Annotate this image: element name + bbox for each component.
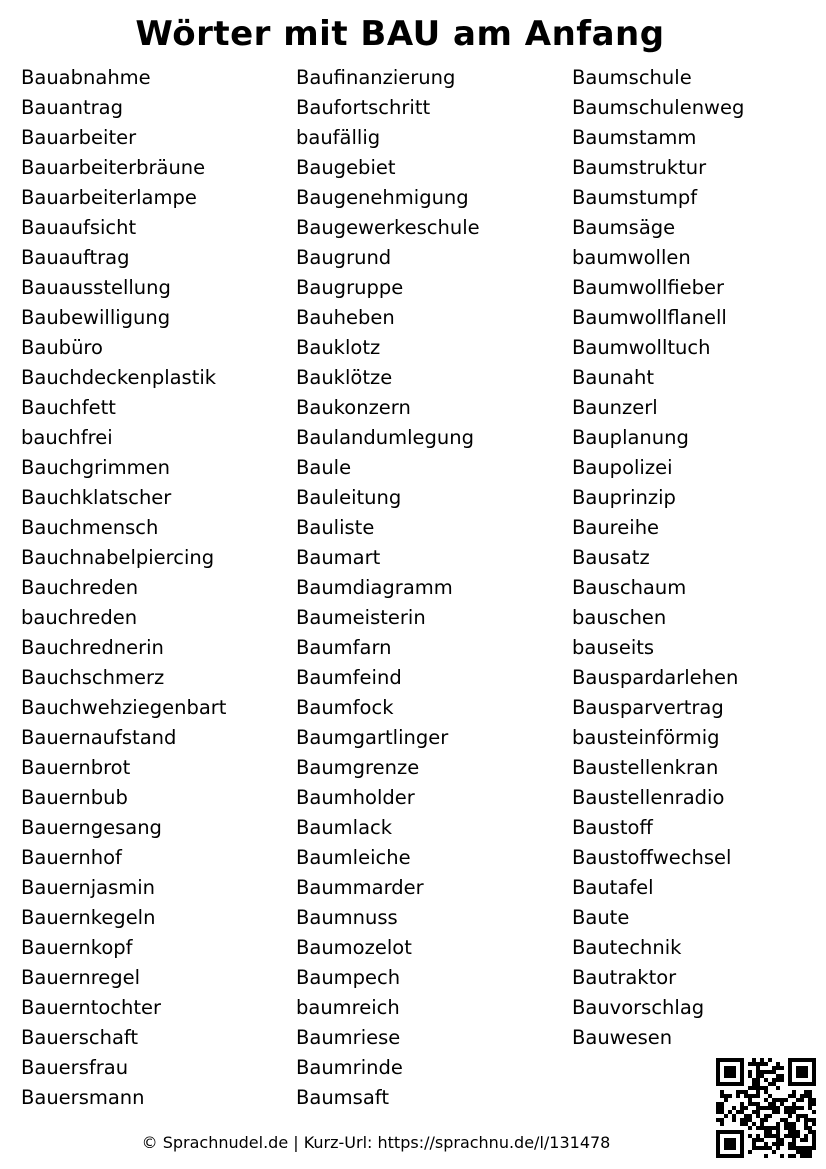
word-list-item: Bausatz (572, 546, 650, 569)
word-list-item: Bauernbub (21, 786, 128, 809)
word-list-item: Baummarder (296, 876, 424, 899)
word-column-2 (296, 63, 480, 1113)
word-list-item: Bauchwehziegenbart (21, 696, 227, 719)
footer-credit: © Sprachnudel.de | Kurz-Url: https://sprachnu.de/l/131478 (141, 1133, 611, 1152)
word-list-item: Baugrund (296, 246, 392, 269)
word-list-item: Baureihe (572, 516, 660, 539)
word-list-item: Baugruppe (296, 276, 404, 299)
word-list-item: Bauernkegeln (21, 906, 156, 929)
word-list-item: Baukonzern (296, 396, 411, 419)
word-list-item: Bauchschmerz (21, 666, 165, 689)
word-list-item: Bauchreden (21, 576, 139, 599)
word-list-item: Bauplanung (572, 426, 689, 449)
word-list-item: Baubewilligung (21, 306, 171, 329)
word-list-item: Bauernkopf (21, 936, 133, 959)
word-list-item: baufällig (296, 126, 381, 149)
word-list-item: Baustoff (572, 816, 653, 839)
word-list-item: Bauantrag (21, 96, 123, 119)
word-list-item: Baumgrenze (296, 756, 420, 779)
word-list-item: Baufortschritt (296, 96, 431, 119)
word-list-item: Baumstruktur (572, 156, 707, 179)
word-list-item: Baumlack (296, 816, 393, 839)
word-list-item: Baugewerkeschule (296, 216, 480, 239)
word-list-item: Bauheben (296, 306, 395, 329)
word-list-item: Baulandumlegung (296, 426, 475, 449)
word-list-item: Baumsaft (296, 1086, 389, 1109)
word-list-item: Baumart (296, 546, 381, 569)
word-list-item: Baunzerl (572, 396, 658, 419)
word-list-item: Baumeisterin (296, 606, 426, 629)
word-list-item: Bauchmensch (21, 516, 159, 539)
word-list-item: baumreich (296, 996, 400, 1019)
word-list-item: Bauernaufstand (21, 726, 177, 749)
word-list-item: Baustellenkran (572, 756, 719, 779)
word-list-item: Baumstamm (572, 126, 697, 149)
word-list-item: Bautechnik (572, 936, 682, 959)
word-list-item: Baumschule (572, 66, 692, 89)
word-list-item: Bauchdeckenplastik (21, 366, 217, 389)
word-list-item: Baumfock (296, 696, 394, 719)
page-title: Wörter mit BAU am Anfang (135, 14, 665, 54)
word-list-item: Bauausstellung (21, 276, 171, 299)
word-list-item: Bauspardarlehen (572, 666, 739, 689)
word-list-item: Bauklötze (296, 366, 393, 389)
word-list-item: Baumfarn (296, 636, 392, 659)
word-list-item: Baustoffwechsel (572, 846, 732, 869)
word-list-item: Baumfeind (296, 666, 402, 689)
word-list-item: bausteinförmig (572, 726, 720, 749)
word-list-item: Baule (296, 456, 352, 479)
word-list-item: Bauernhof (21, 846, 122, 869)
word-list-item: Bauerngesang (21, 816, 162, 839)
word-list-item: Bauersmann (21, 1086, 145, 1109)
word-list-item: Bauchfett (21, 396, 116, 419)
word-list-item: Baumrinde (296, 1056, 403, 1079)
word-list-item: Bauklotz (296, 336, 381, 359)
word-list-item: Baumozelot (296, 936, 412, 959)
word-list-item: Bauarbeiterbräune (21, 156, 206, 179)
word-list-item: Baumstumpf (572, 186, 698, 209)
word-column-1 (21, 63, 226, 1113)
word-list-item: Bauchrednerin (21, 636, 164, 659)
word-list-item: Bauersfrau (21, 1056, 129, 1079)
word-list-item: Baumgartlinger (296, 726, 449, 749)
word-list-item: Baufinanzierung (296, 66, 456, 89)
word-list-item: Bauchnabelpiercing (21, 546, 215, 569)
word-list-item: Bauschaum (572, 576, 687, 599)
word-list-item: Bautafel (572, 876, 654, 899)
word-list-item: Bauerntochter (21, 996, 162, 1019)
word-list-item: Bauabnahme (21, 66, 151, 89)
word-list-item: Bauchgrimmen (21, 456, 170, 479)
word-list-item: Bauarbeiterlampe (21, 186, 197, 209)
word-list-item: Baumsäge (572, 216, 676, 239)
word-list-item: Bauauftrag (21, 246, 130, 269)
word-list-item: bauseits (572, 636, 655, 659)
word-list-item: Bauarbeiter (21, 126, 137, 149)
word-list-item: Bausparvertrag (572, 696, 724, 719)
word-list-item: bauchfrei (21, 426, 113, 449)
word-list-item: bauschen (572, 606, 667, 629)
word-list-item: Bauernbrot (21, 756, 131, 779)
word-list-item: Bautraktor (572, 966, 677, 989)
word-list-item: Baumschulenweg (572, 96, 745, 119)
word-list-item: Bauliste (296, 516, 375, 539)
word-list-item: Baunaht (572, 366, 654, 389)
word-list-item: Bauwesen (572, 1026, 673, 1049)
word-list-item: Baumriese (296, 1026, 401, 1049)
word-list-item: Baupolizei (572, 456, 673, 479)
word-list-item: Baugebiet (296, 156, 396, 179)
word-list-item: Bauernjasmin (21, 876, 156, 899)
word-list-item: baumwollen (572, 246, 691, 269)
word-list-item: Baumnuss (296, 906, 398, 929)
word-list-item: Bauvorschlag (572, 996, 705, 1019)
word-list-item: Baute (572, 906, 630, 929)
word-list-item: Bauerschaft (21, 1026, 139, 1049)
word-list-item: Baumdiagramm (296, 576, 453, 599)
word-list-item: Bauprinzip (572, 486, 676, 509)
word-list-item: Baumleiche (296, 846, 411, 869)
word-list-item: bauchreden (21, 606, 138, 629)
word-list-item: Baumpech (296, 966, 401, 989)
word-list-item: Baustellenradio (572, 786, 725, 809)
word-list-item: Bauchklatscher (21, 486, 172, 509)
word-list-item: Bauleitung (296, 486, 402, 509)
word-list-item: Baumwolltuch (572, 336, 711, 359)
word-list-item: Baugenehmigung (296, 186, 469, 209)
word-list-item: Baumholder (296, 786, 415, 809)
word-list-item: Baubüro (21, 336, 103, 359)
word-list-item: Bauernregel (21, 966, 141, 989)
word-list-item: Baumwollfieber (572, 276, 725, 299)
word-list-item: Baumwollflanell (572, 306, 727, 329)
word-column-3 (572, 63, 744, 1053)
word-list-item: Bauaufsicht (21, 216, 137, 239)
